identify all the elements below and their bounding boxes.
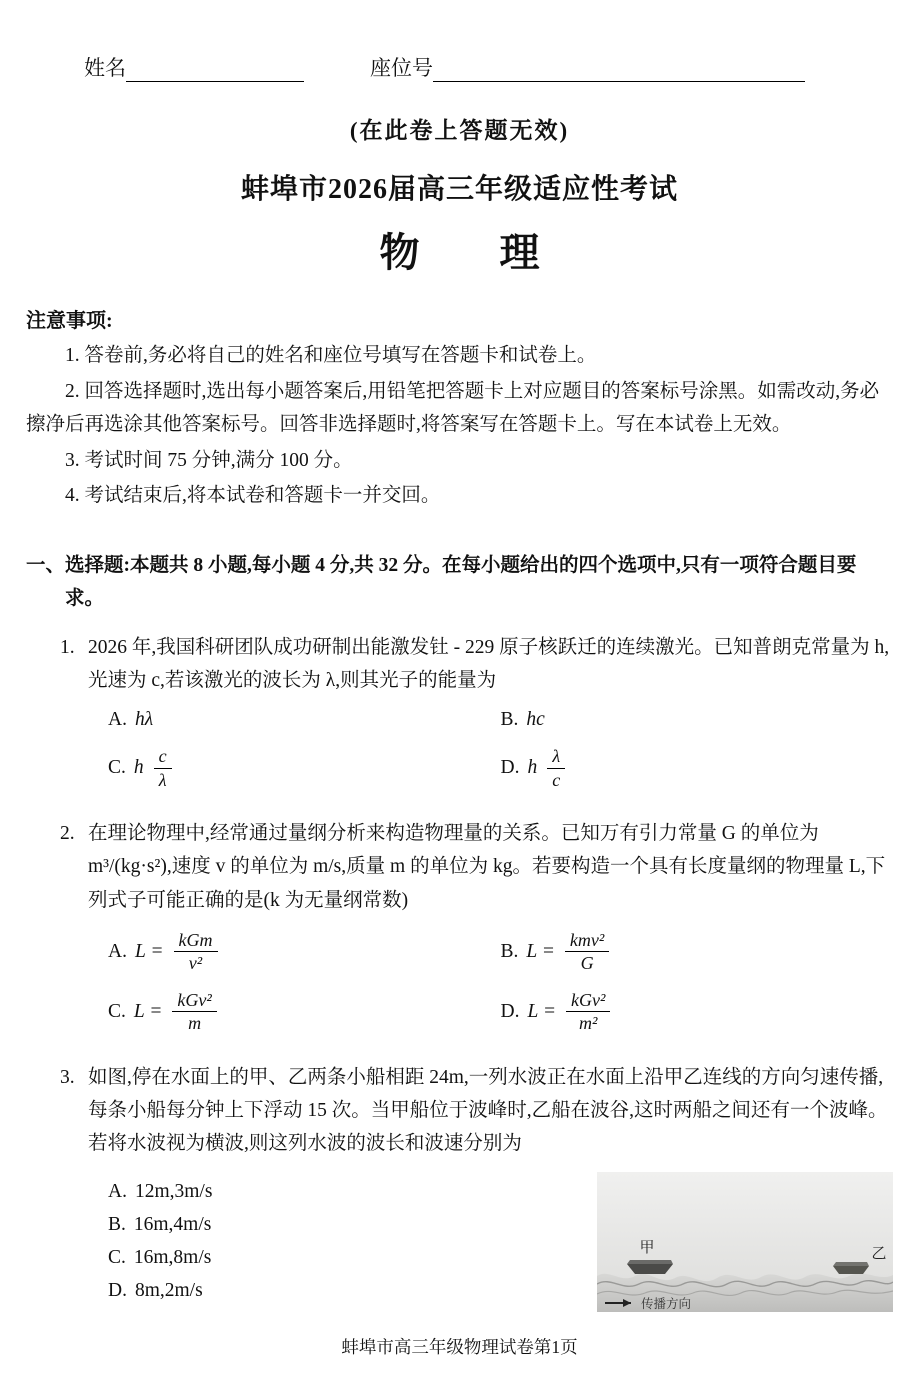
fraction-denominator: m² <box>578 1013 598 1034</box>
fraction <box>172 989 216 1035</box>
option-pre: L = <box>526 940 555 962</box>
fraction <box>174 929 218 975</box>
option-label: B. <box>500 709 519 731</box>
question-1 <box>60 631 893 795</box>
option-label: C. <box>108 757 126 779</box>
note-item: 3. 考试时间 75 分钟,满分 100 分。 <box>65 449 353 471</box>
fraction-numerator: λ <box>547 745 565 769</box>
exam-title: 蚌埠市2026届高三年级适应性考试 <box>240 174 678 205</box>
wave-figure <box>597 1172 893 1318</box>
option-label: C. <box>108 1000 126 1022</box>
question-stem: 在理论物理中,经常通过量纲分析来构造物理量的关系。已知万有引力常量 G 的单位为 m³/(kg·s²),速度 v 的单位为 m/s,质量 m 的单位为 kg。若要构造一个具有长度量纲的物理量 L,下列式子可能正确的是(k 为无量纲常数) <box>88 823 886 911</box>
fraction-numerator: c <box>154 745 172 769</box>
option-a <box>108 929 501 975</box>
options <box>108 929 893 1035</box>
option-pre: h <box>527 757 538 779</box>
fraction-denominator: v² <box>188 953 203 974</box>
option-text: hλ <box>134 709 154 731</box>
option-pre: h <box>133 757 144 779</box>
option-label: A. <box>108 940 127 962</box>
note-item: 4. 考试结束后,将本试卷和答题卡一并交回。 <box>65 485 441 507</box>
name-label: 姓名 <box>84 56 126 80</box>
question-number: 2. <box>60 823 75 845</box>
section-heading: 一、选择题:本题共 8 小题,每小题 4 分,共 32 分。在每小题给出的四个选项中,只有一项符合题目要求。 <box>26 554 857 609</box>
fraction <box>565 929 609 975</box>
question-stem: 2026 年,我国科研团队成功研制出能激发钍 - 229 原子核跃迁的连续激光。已知普朗克常量为 h,光速为 c,若该激光的波长为 λ,则其光子的能量为 <box>88 636 890 692</box>
subject-title: 物 理 <box>379 230 540 275</box>
fraction-numerator: kGv² <box>172 989 216 1013</box>
option-d <box>501 989 894 1035</box>
fraction <box>547 745 565 791</box>
question-number: 3. <box>60 1066 75 1088</box>
seat-underline <box>433 59 805 82</box>
question-2 <box>60 817 893 1038</box>
option-pre: L = <box>527 1000 556 1022</box>
option-label: C. <box>108 1247 126 1269</box>
option-text: 16m,4m/s <box>133 1214 212 1236</box>
question-number: 1. <box>60 636 75 658</box>
notes-section <box>26 304 893 515</box>
option-label: D. <box>108 1280 127 1302</box>
note-item: 1. 答卷前,务必将自己的姓名和座位号填写在答题卡和试卷上。 <box>65 345 597 366</box>
option-label: B. <box>500 940 519 962</box>
notes-heading: 注意事项: <box>26 310 113 332</box>
option-d <box>501 745 894 791</box>
fraction-denominator: c <box>552 769 561 790</box>
right-boat-label: 乙 <box>871 1246 887 1263</box>
options <box>108 709 893 791</box>
name-underline <box>126 59 304 82</box>
option-label: D. <box>500 757 520 779</box>
option-c <box>108 745 501 791</box>
question-stem: 如图,停在水面上的甲、乙两条小船相距 24m,一列水波正在水面上沿甲乙连线的方向匀速传播,每条小船每分钟上下浮动 15 次。当甲船位于波峰时,乙船在波谷,这时两船之间还有一个波峰。若将水波视为横波,则这列水波的波长和波速分别为 <box>88 1066 888 1154</box>
option-text: 16m,8m/s <box>133 1247 212 1269</box>
left-boat <box>627 1260 673 1274</box>
option-b <box>501 929 894 975</box>
fraction <box>154 745 172 791</box>
fraction-denominator: G <box>580 953 594 974</box>
option-label: B. <box>108 1214 126 1236</box>
option-label: A. <box>108 709 127 731</box>
invalid-notice: (在此卷上答题无效) <box>349 118 570 143</box>
question-3 <box>60 1061 893 1318</box>
fraction <box>566 989 610 1035</box>
option-c <box>108 989 501 1035</box>
option-c <box>108 1247 587 1269</box>
option-a <box>108 709 501 731</box>
option-label: A. <box>108 1181 127 1203</box>
fraction-numerator: kGm <box>174 929 218 953</box>
page-footer: 蚌埠市高三年级物理试卷第1页 <box>341 1337 578 1358</box>
option-a <box>108 1181 587 1203</box>
options <box>88 1170 587 1318</box>
right-boat <box>833 1262 869 1274</box>
option-label: D. <box>500 1000 520 1022</box>
option-d <box>108 1280 587 1302</box>
option-pre: L = <box>134 940 164 962</box>
fraction-numerator: kmv² <box>565 929 609 953</box>
seat-label: 座位号 <box>370 56 433 80</box>
option-text: 12m,3m/s <box>134 1181 213 1203</box>
fraction-denominator: λ <box>158 769 167 790</box>
left-boat-label: 甲 <box>639 1240 655 1257</box>
name-seat-row <box>84 52 893 82</box>
fraction-numerator: kGv² <box>566 989 610 1013</box>
option-text: 8m,2m/s <box>134 1280 203 1302</box>
fraction-denominator: m <box>188 1013 202 1034</box>
option-b <box>108 1214 587 1236</box>
option-b <box>501 709 894 731</box>
note-item: 2. 回答选择题时,选出每小题答案后,用铅笔把答题卡上对应题目的答案标号涂黑。如需改动,务必擦净后再选涂其他答案标号。回答非选择题时,将答案写在答题卡上。写在本试卷上无效。 <box>26 380 880 436</box>
direction-label: 传播方向 <box>641 1297 692 1312</box>
option-text: hc <box>526 709 545 731</box>
option-pre: L = <box>133 1000 163 1022</box>
